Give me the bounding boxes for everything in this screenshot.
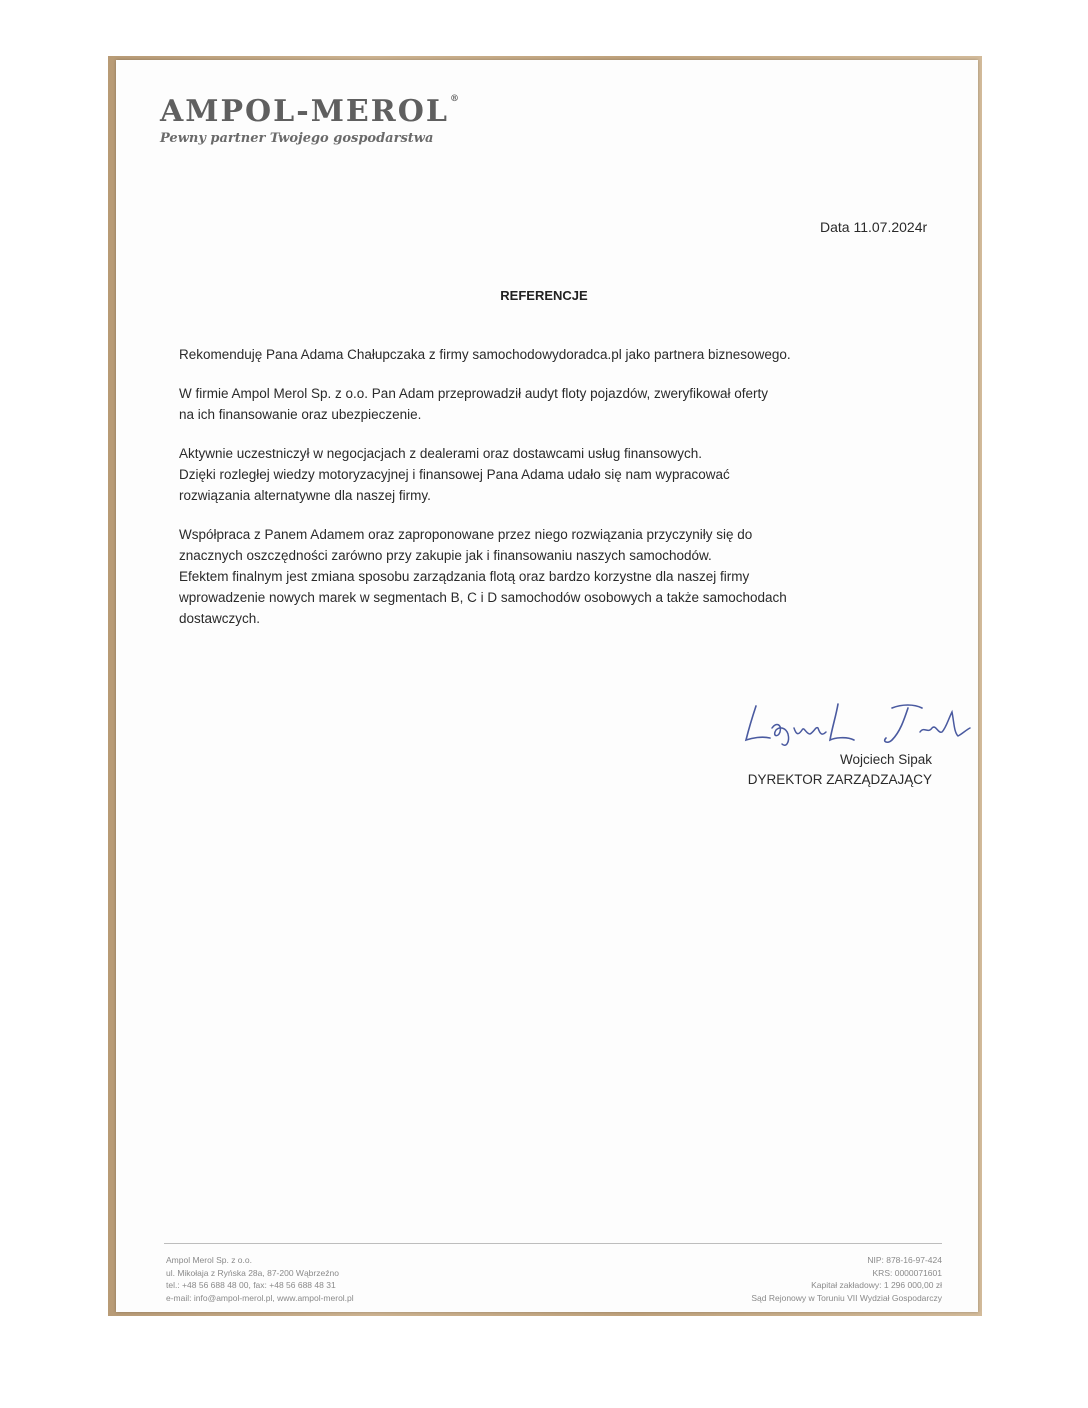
body-line: wprowadzenie nowych marek w segmentach B, C i D samochodów osobowych a także samochodach [179, 590, 787, 605]
handwritten-signature [742, 698, 972, 750]
footer-line: Ampol Merol Sp. z o.o. [166, 1255, 252, 1265]
signer-title: DYREKTOR ZARZĄDZAJĄCY [747, 772, 932, 787]
company-name: AMPOL-MEROL [160, 94, 449, 129]
footer-divider [164, 1243, 942, 1244]
body-line: Współpraca z Panem Adamem oraz zaproponowane przez niego rozwiązania przyczyniły się do [179, 527, 753, 542]
paragraph-negotiations [179, 443, 859, 506]
footer-line: NIP: 878-16-97-424 [867, 1255, 942, 1265]
footer-line: ul. Mikołaja z Ryńska 28a, 87-200 Wąbrzeźno [166, 1267, 339, 1278]
body-line: dostawczych. [179, 611, 261, 626]
letter-date: Data 11.07.2024r [820, 219, 928, 235]
body-line: Rekomenduję Pana Adama Chałupczaka z firmy samochodowydoradca.pl jako partnera biznesowego. [179, 347, 791, 362]
letter-body [179, 344, 859, 647]
footer-registration [751, 1254, 942, 1304]
footer-line: tel.: +48 56 688 48 00, fax: +48 56 688 48 31 [166, 1280, 336, 1290]
body-line: rozwiązania alternatywne dla naszej firmy. [179, 488, 431, 503]
body-line: na ich finansowanie oraz ubezpieczenie. [179, 407, 422, 422]
paragraph-results [179, 524, 859, 629]
company-tagline: Pewny partner Twojego gospodarstwa [160, 131, 434, 146]
body-line: Aktywnie uczestniczył w negocjacjach z dealerami oraz dostawcami usług finansowych. [179, 446, 702, 461]
body-line: W firmie Ampol Merol Sp. z o.o. Pan Adam przeprowadził audyt floty pojazdów, zweryfikował oferty [179, 386, 768, 401]
footer-line: KRS: 0000071601 [872, 1267, 942, 1278]
body-line: Efektem finalnym jest zmiana sposobu zarządzania flotą oraz bardzo korzystne dla naszej firmy [179, 569, 750, 584]
body-line: znacznych oszczędności zarówno przy zakupie jak i finansowaniu naszych samochodów. [179, 548, 712, 563]
company-logo [160, 94, 461, 129]
paragraph-recommendation [179, 344, 859, 365]
footer-line: Kapitał zakładowy: 1 296 000,00 zł [811, 1280, 942, 1290]
letter-heading: REFERENCJE [500, 288, 588, 303]
footer-line: Sąd Rejonowy w Toruniu VII Wydział Gospodarczy [751, 1292, 942, 1303]
letter-sheet [116, 60, 978, 1312]
paragraph-audit [179, 383, 859, 425]
signer-block [748, 750, 932, 790]
footer-line: e-mail: info@ampol-merol.pl, www.ampol-merol.pl [166, 1292, 354, 1303]
body-line: Dzięki rozległej wiedzy motoryzacyjnej i finansowej Pana Adama udało się nam wypracować [179, 467, 730, 482]
signer-name: Wojciech Sipak [839, 752, 932, 767]
footer-company-contact [166, 1254, 354, 1304]
registered-mark: ® [449, 94, 461, 104]
